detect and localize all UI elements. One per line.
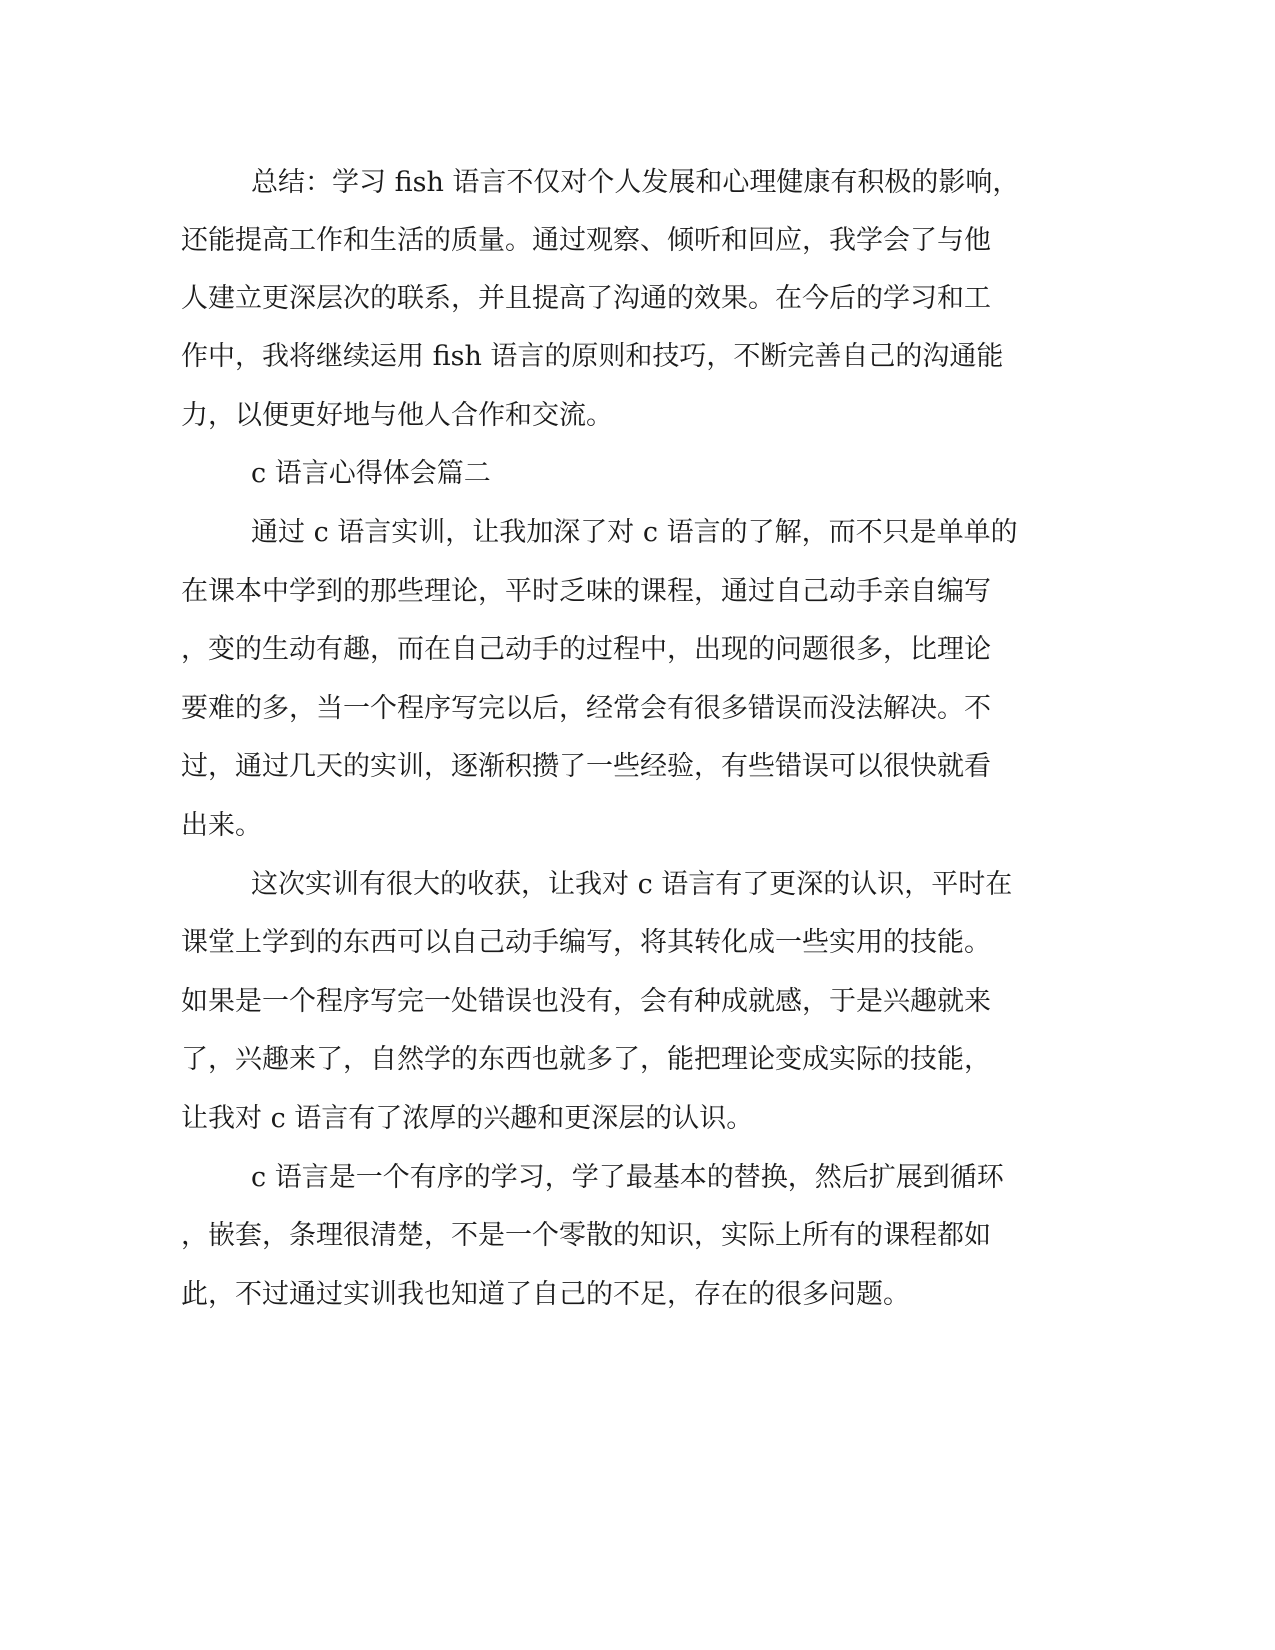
text-line: c 语言是一个有序的学习，学了最基本的替换，然后扩展到循环 xyxy=(251,1162,1004,1193)
text-line: 还能提高工作和生活的质量。通过观察、倾听和回应，我学会了与他 xyxy=(181,225,991,256)
text-line: 此，不过通过实训我也知道了自己的不足，存在的很多问题。 xyxy=(181,1279,910,1310)
text-line: 过，通过几天的实训，逐渐积攒了一些经验，有些错误可以很快就看 xyxy=(181,751,991,782)
text-line: 力，以便更好地与他人合作和交流。 xyxy=(181,400,613,431)
text-line: 人建立更深层次的联系，并且提高了沟通的效果。在今后的学习和工 xyxy=(181,283,991,314)
text-line: 出来。 xyxy=(181,810,262,841)
text-line: ，变的生动有趣，而在自己动手的过程中，出现的问题很多，比理论 xyxy=(181,634,991,665)
text-line: 要难的多，当一个程序写完以后，经常会有很多错误而没法解决。不 xyxy=(181,693,991,724)
text-line: 这次实训有很大的收获，让我对 c 语言有了更深的认识，平时在 xyxy=(251,869,1013,900)
text-line: ，嵌套，条理很清楚，不是一个零散的知识，实际上所有的课程都如 xyxy=(181,1220,991,1251)
text-line: 在课本中学到的那些理论，平时乏味的课程，通过自己动手亲自编写 xyxy=(181,576,991,607)
section-heading: c 语言心得体会篇二 xyxy=(251,458,491,489)
text-line: 作中，我将继续运用 fish 语言的原则和技巧，不断完善自己的沟通能 xyxy=(181,341,1004,372)
text-line: 让我对 c 语言有了浓厚的兴趣和更深层的认识。 xyxy=(181,1103,754,1134)
text-line: 总结：学习 fish 语言不仅对个人发展和心理健康有积极的影响， xyxy=(251,167,1020,198)
text-line: 了，兴趣来了，自然学的东西也就多了，能把理论变成实际的技能， xyxy=(181,1044,991,1075)
text-line: 如果是一个程序写完一处错误也没有，会有种成就感，于是兴趣就来 xyxy=(181,986,991,1017)
text-line: 通过 c 语言实训，让我加深了对 c 语言的了解，而不只是单单的 xyxy=(251,517,1018,548)
text-line: 课堂上学到的东西可以自己动手编写，将其转化成一些实用的技能。 xyxy=(181,927,991,958)
